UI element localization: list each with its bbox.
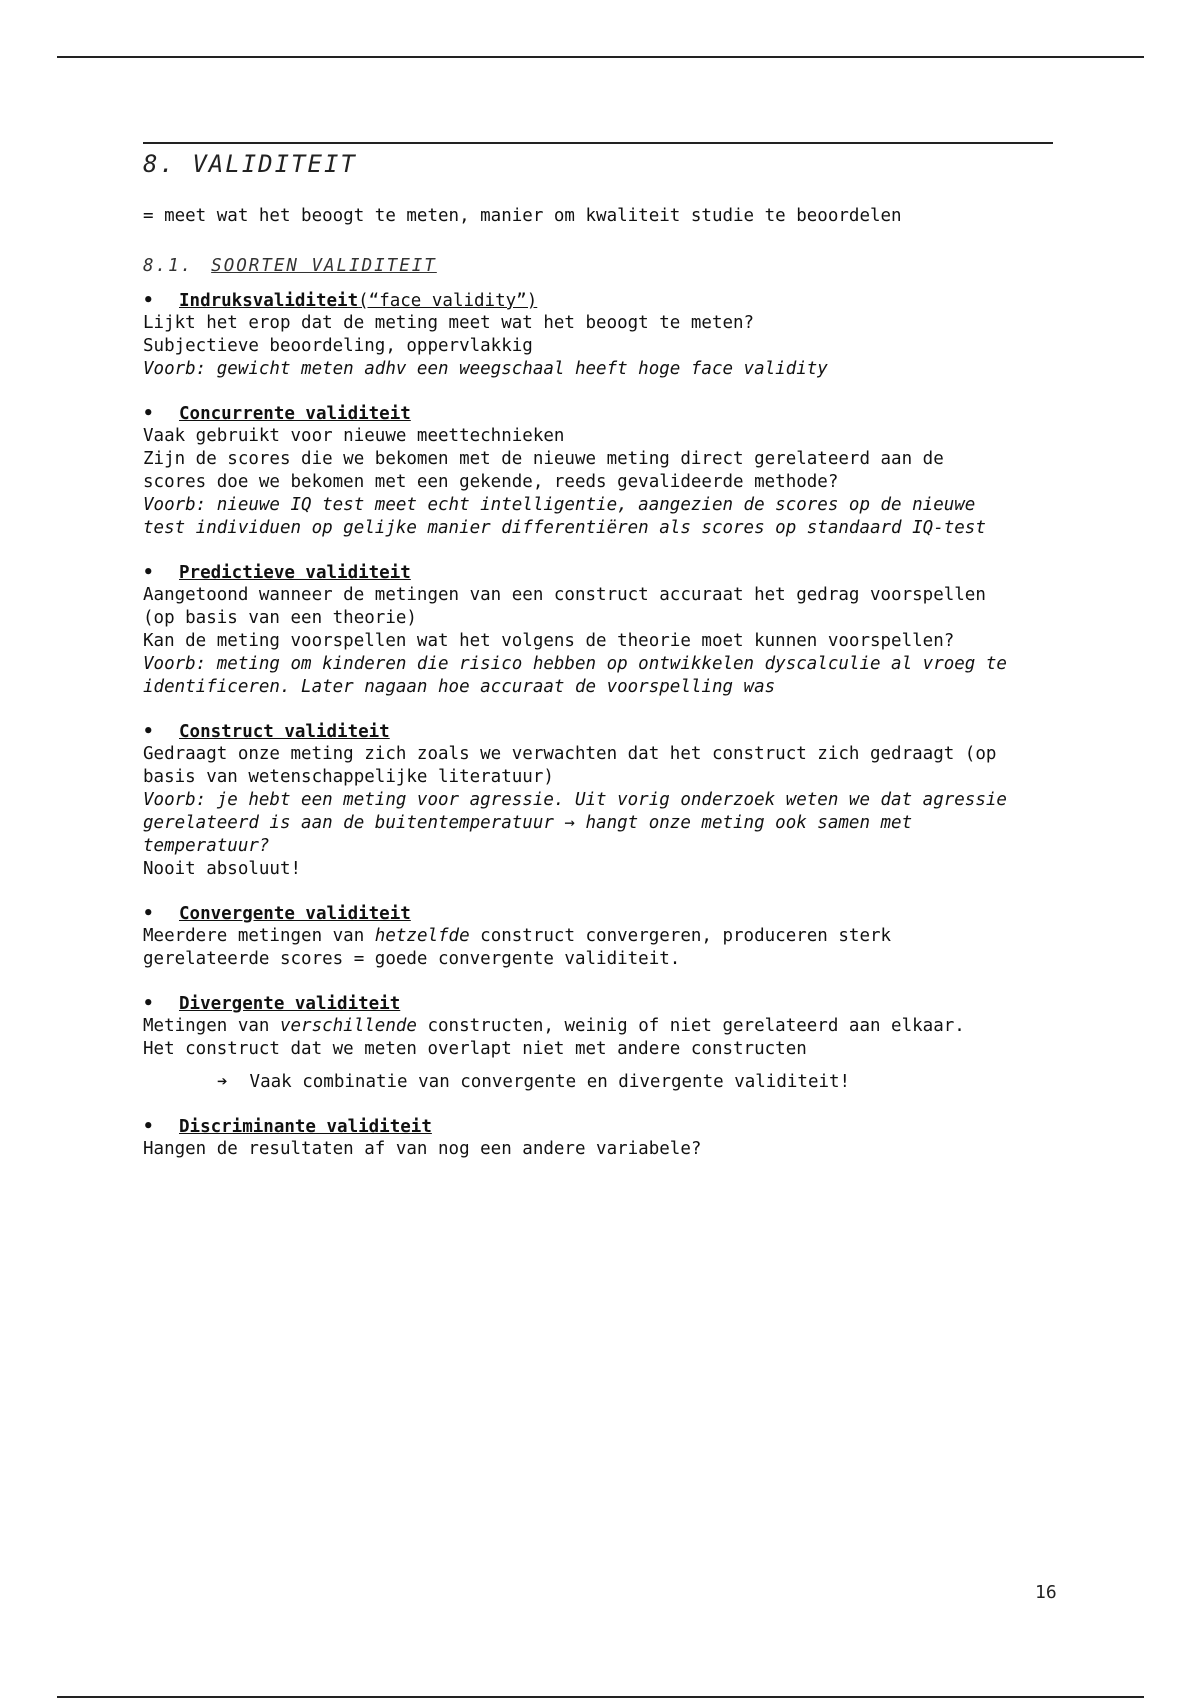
item-line: Zijn de scores die we bekomen met de nieuwe meting direct gerelateerd aan de bbox=[143, 449, 944, 469]
footer-rule bbox=[57, 1696, 1144, 1698]
item-term: Predictieve validiteit bbox=[179, 563, 411, 583]
item-example: Voorb: nieuwe IQ test meet echt intelligentie, aangezien de scores op de nieuwe bbox=[143, 495, 976, 515]
item-example: Voorb: gewicht meten adhv een weegschaal heeft hoge face validity bbox=[143, 359, 828, 379]
item-line: basis van wetenschappelijke literatuur) bbox=[143, 767, 554, 787]
item-note: Nooit absoluut! bbox=[143, 859, 302, 879]
item-line: scores doe we bekomen met een gekende, reeds gevalideerde methode? bbox=[143, 472, 839, 492]
item-example: Voorb: meting om kinderen die risico hebben op ontwikkelen dyscalculie al vroeg te bbox=[143, 654, 1007, 674]
validity-item-divergente bbox=[143, 993, 1053, 1094]
validity-item-convergente bbox=[143, 903, 1053, 971]
item-term: Concurrente validiteit bbox=[179, 404, 411, 424]
validity-item-construct bbox=[143, 721, 1053, 881]
page-content bbox=[143, 142, 1053, 1161]
header-rule bbox=[57, 56, 1144, 58]
item-line: Vaak gebruikt voor nieuwe meettechnieken bbox=[143, 426, 565, 446]
item-term: Divergente validiteit bbox=[179, 994, 401, 1014]
page-number: 16 bbox=[1035, 1582, 1057, 1603]
validity-item-indruks bbox=[143, 290, 1053, 381]
item-term: Convergente validiteit bbox=[179, 904, 411, 924]
bullet-icon: • bbox=[143, 291, 154, 311]
line-text: Meerdere metingen van bbox=[143, 926, 375, 946]
item-example: identificeren. Later nagaan hoe accuraat de voorspelling was bbox=[143, 677, 776, 697]
chapter-definition: = meet wat het beoogt te meten, manier om kwaliteit studie te beoordelen bbox=[143, 206, 902, 226]
line-emphasis: verschillende bbox=[279, 1016, 417, 1036]
item-example: Voorb: je hebt een meting voor agressie. Uit vorig onderzoek weten we dat agressie bbox=[143, 790, 1007, 810]
item-line bbox=[143, 1015, 1053, 1038]
item-term: Construct validiteit bbox=[179, 722, 390, 742]
item-line: gerelateerde scores = goede convergente validiteit. bbox=[143, 949, 681, 969]
item-line: Gedraagt onze meting zich zoals we verwachten dat het construct zich gedraagt (op bbox=[143, 744, 997, 764]
line-text: construct convergeren, produceren sterk bbox=[469, 926, 892, 946]
item-example: test individuen op gelijke manier differentiëren als scores op standaard IQ-test bbox=[143, 518, 986, 538]
bullet-icon: • bbox=[143, 563, 154, 583]
item-line: Het construct dat we meten overlapt niet met andere constructen bbox=[143, 1039, 807, 1059]
section-name: SOORTEN VALIDITEIT bbox=[211, 256, 437, 276]
item-term: Indruksvaliditeit bbox=[179, 291, 359, 311]
item-example: temperatuur? bbox=[143, 836, 270, 856]
bullet-icon: • bbox=[143, 1117, 154, 1137]
section-heading bbox=[143, 256, 1053, 276]
item-line: (op basis van een theorie) bbox=[143, 608, 417, 628]
bullet-icon: • bbox=[143, 994, 154, 1014]
chapter-rule bbox=[143, 142, 1053, 144]
section-number: 8.1. bbox=[143, 256, 194, 276]
item-term: Discriminante validiteit bbox=[179, 1117, 432, 1137]
item-line: Aangetoond wanneer de metingen van een construct accuraat het gedrag voorspellen bbox=[143, 585, 986, 605]
item-line: Lijkt het erop dat de meting meet wat het beoogt te meten? bbox=[143, 313, 755, 333]
item-line: Subjectieve beoordeling, oppervlakkig bbox=[143, 336, 533, 356]
item-term-suffix: (“face validity”) bbox=[358, 291, 538, 311]
line-text: Metingen van bbox=[143, 1016, 280, 1036]
bullet-icon: • bbox=[143, 904, 154, 924]
validity-item-discriminante bbox=[143, 1116, 1053, 1161]
item-line: Hangen de resultaten af van nog een andere variabele? bbox=[143, 1139, 702, 1159]
item-line: Kan de meting voorspellen wat het volgens de theorie moet kunnen voorspellen? bbox=[143, 631, 955, 651]
arrow-right-icon: ➔ bbox=[217, 1072, 228, 1092]
item-example: gerelateerd is aan de buitentemperatuur → hangt onze meting ook samen met bbox=[143, 813, 913, 833]
validity-item-predictieve bbox=[143, 562, 1053, 699]
line-emphasis: hetzelfde bbox=[374, 926, 470, 946]
validity-item-concurrente bbox=[143, 403, 1053, 540]
bullet-icon: • bbox=[143, 722, 154, 742]
chapter-title: 8. VALIDITEIT bbox=[143, 150, 357, 178]
item-line bbox=[143, 925, 1053, 948]
arrow-note-text: Vaak combinatie van convergente en divergente validiteit! bbox=[249, 1072, 851, 1092]
bullet-icon: • bbox=[143, 404, 154, 424]
line-text: constructen, weinig of niet gerelateerd aan elkaar. bbox=[416, 1016, 965, 1036]
arrow-note bbox=[217, 1071, 1053, 1094]
